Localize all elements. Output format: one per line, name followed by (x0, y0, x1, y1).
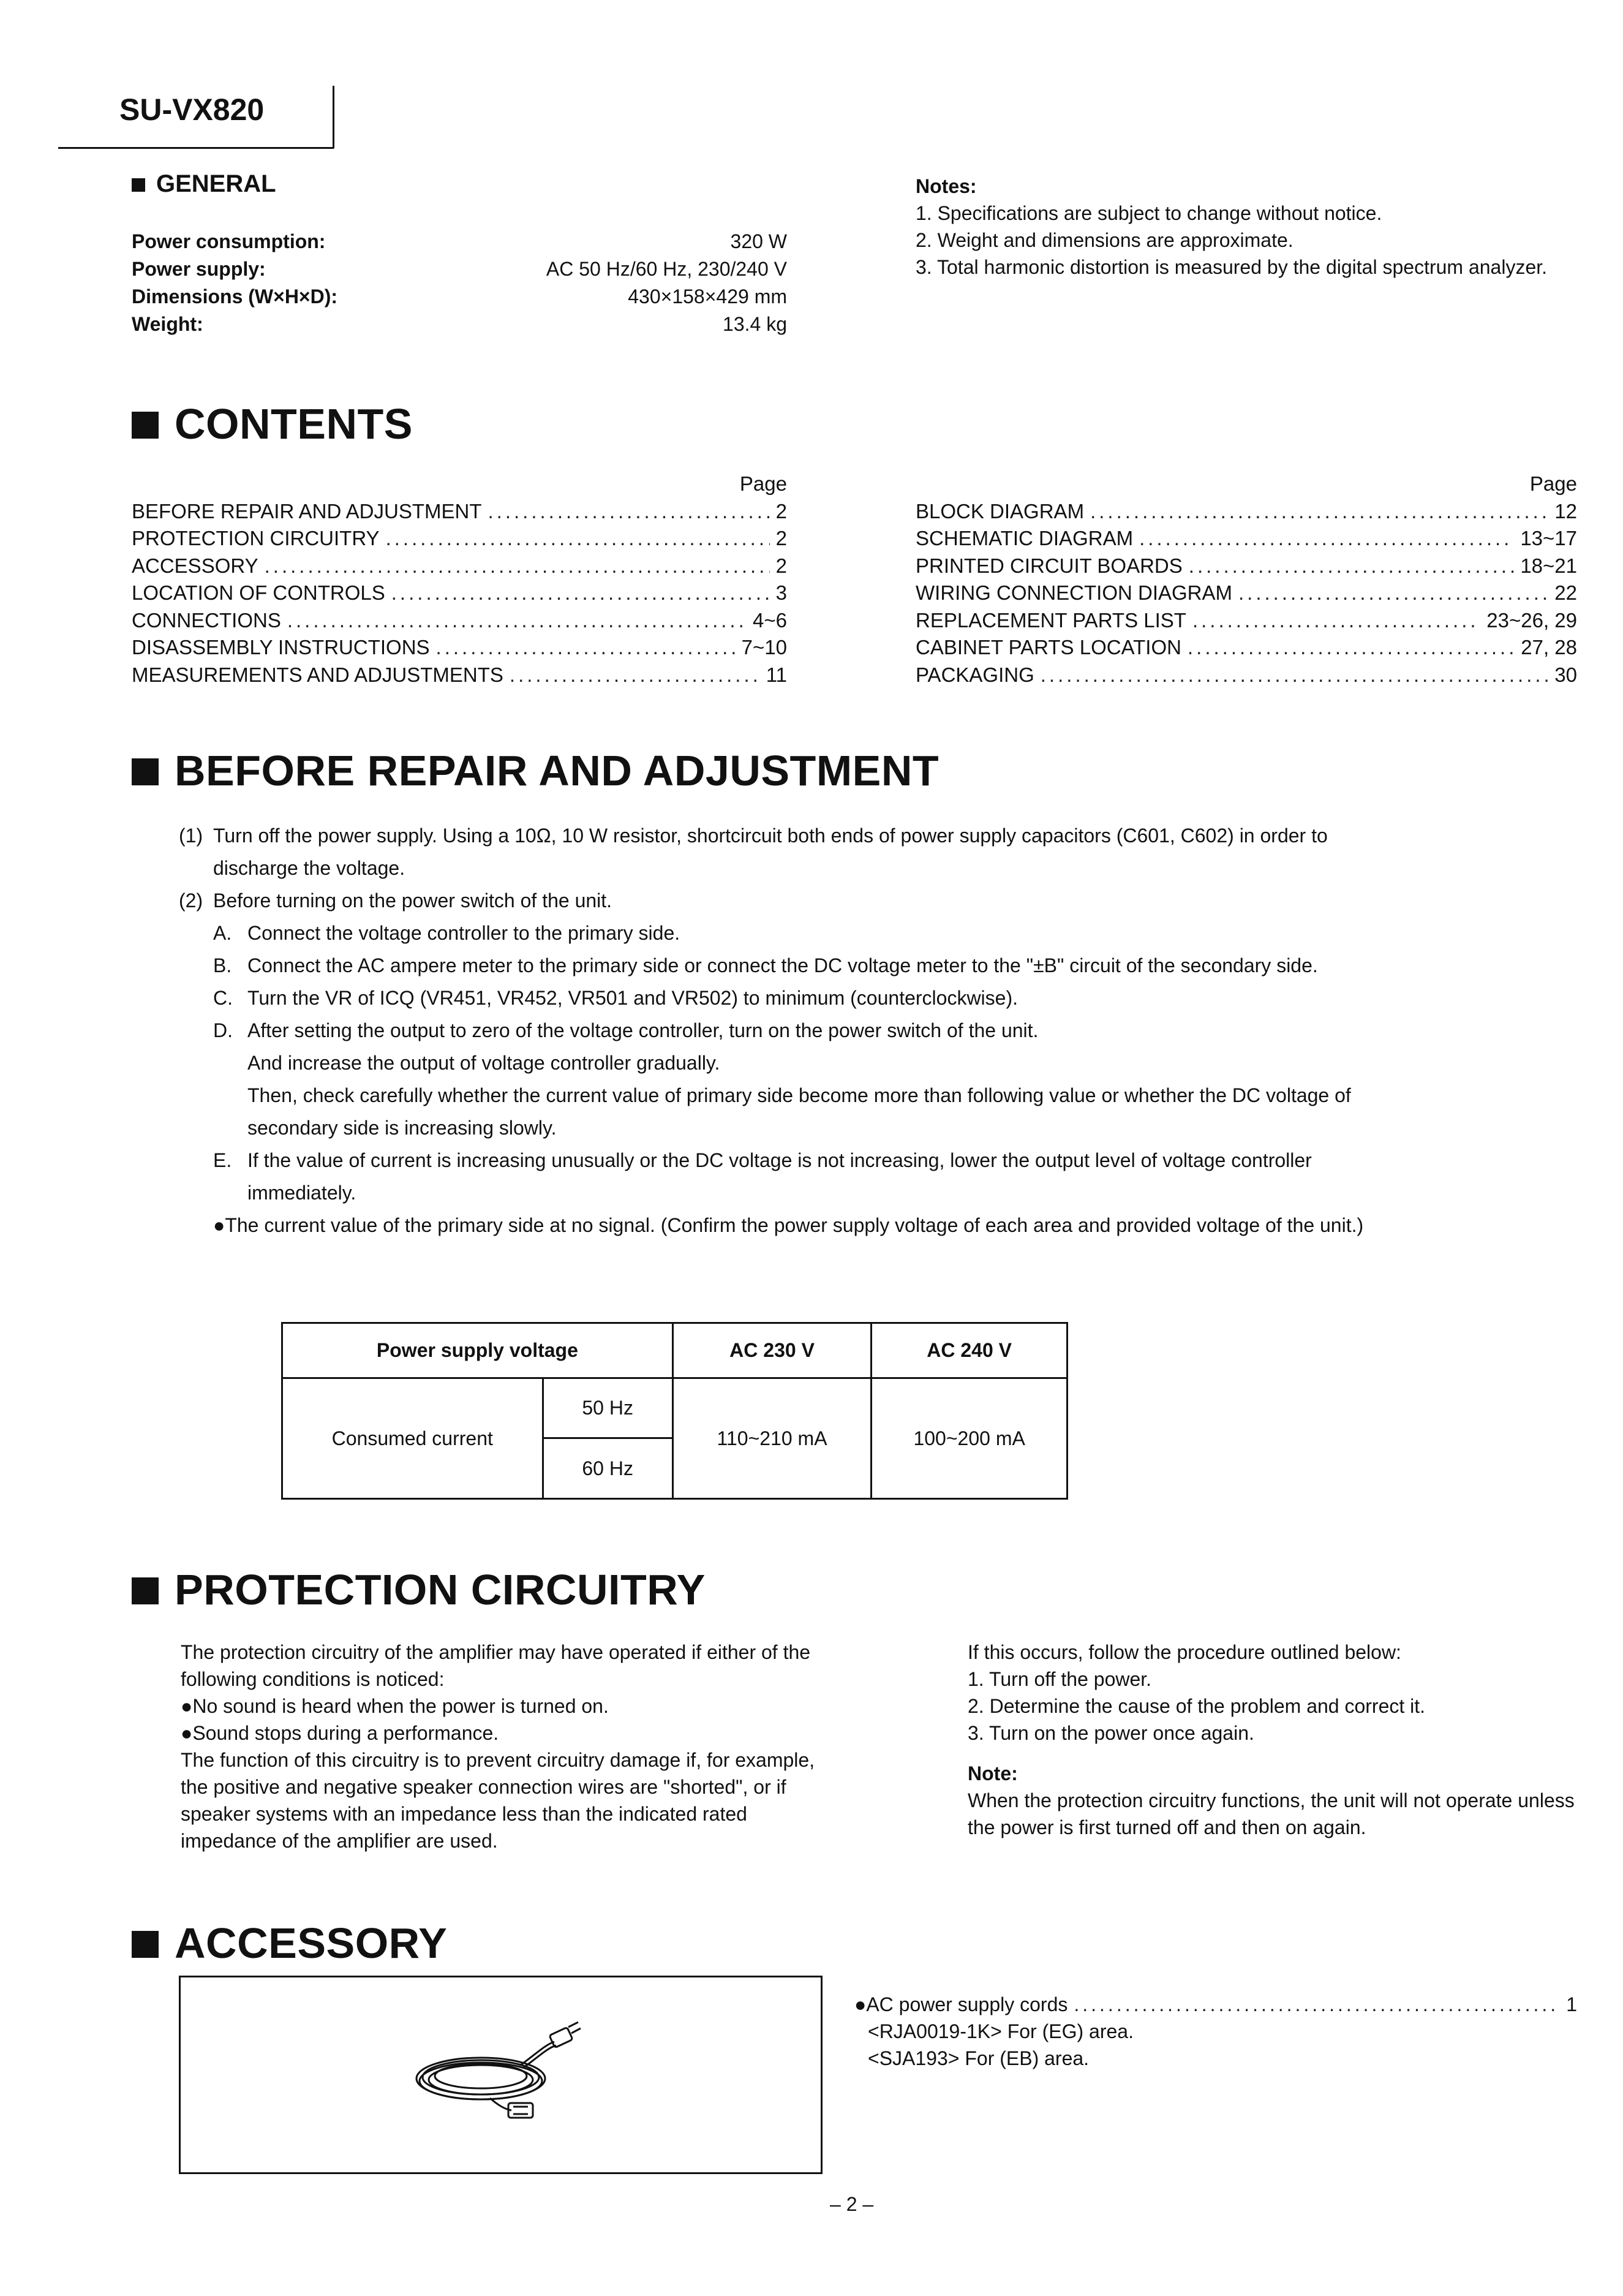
value-ac-230: 110~210 mA (672, 1378, 871, 1499)
contents-left-column (132, 470, 787, 689)
note-item: 3. Total harmonic distortion is measured by the digital spectrum analyzer. (916, 256, 1548, 278)
toc-entry[interactable]: BLOCK DIAGRAM ..... 12 (916, 498, 1577, 526)
square-bullet-icon (132, 412, 159, 439)
toc-entry[interactable]: REPLACEMENT PARTS LIST ..... 23~26, 29 (916, 607, 1577, 635)
toc-entry[interactable]: ACCESSORY ..... 2 (132, 553, 787, 580)
page-number: – 2 – (830, 2193, 874, 2215)
square-bullet-icon (132, 1577, 159, 1604)
page-column-label: Page (739, 472, 787, 495)
header-rule (58, 147, 334, 149)
protection-bullet: ●No sound is heard when the power is turned on. (181, 1695, 609, 1717)
square-bullet-icon (132, 758, 159, 785)
contents-right-column (916, 470, 1577, 689)
general-specs (132, 228, 787, 338)
protection-description (181, 1639, 842, 1854)
frequency-60hz: 60 Hz (543, 1438, 672, 1499)
before-repair-procedure (179, 820, 1391, 1242)
toc-entry[interactable]: MEASUREMENTS AND ADJUSTMENTS ..... 11 (132, 662, 787, 689)
protection-paragraph: The protection circuitry of the amplifier may have operated if either of the following conditions is noticed: (181, 1641, 811, 1690)
square-bullet-icon (132, 1931, 159, 1958)
protection-heading: PROTECTION CIRCUITRY (132, 1565, 706, 1614)
consumed-current-label: Consumed current (282, 1378, 543, 1499)
spec-row: Power consumption: 320 W (132, 230, 787, 252)
header-power-supply-voltage: Power supply voltage (282, 1323, 673, 1378)
spec-row: Weight: 13.4 kg (132, 313, 787, 335)
note-item: 1. Specifications are subject to change without notice. (916, 202, 1382, 224)
protection-procedure (968, 1639, 1580, 1841)
toc-entry[interactable]: CABINET PARTS LOCATION ..... 27, 28 (916, 634, 1577, 662)
toc-entry[interactable]: BEFORE REPAIR AND ADJUSTMENT ..... 2 (132, 498, 787, 526)
substep: E. If the value of current is increasing unusually or the DC voltage is not increasing, lower the output level of voltage controller immediately. (213, 1149, 1312, 1204)
procedure-step: (2) Before turning on the power switch of the unit. (179, 889, 612, 912)
header-ac-230: AC 230 V (672, 1323, 871, 1378)
toc-entry[interactable]: DISASSEMBLY INSTRUCTIONS ..... 7~10 (132, 634, 787, 662)
frequency-50hz: 50 Hz (543, 1378, 672, 1438)
value-ac-240: 100~200 mA (872, 1378, 1068, 1499)
note-title: Note: (968, 1762, 1018, 1784)
spec-notes (916, 173, 1577, 281)
header-ac-240: AC 240 V (872, 1323, 1068, 1378)
substep: D. After setting the output to zero of the voltage controller, turn on the power switch of the unit. And increase the output of voltage controller gradually. Then, check carefully whether the current value of primary side become more than following value or whether the DC voltage of secondary side is increasing slowly. (213, 1019, 1351, 1139)
current-value-note: ●The current value of the primary side at no signal. (Confirm the power supply voltage of each area and provided voltage of the unit.) (213, 1214, 1364, 1236)
accessory-list (854, 1991, 1577, 2072)
substep: B. Connect the AC ampere meter to the primary side or connect the DC voltage meter to the "±B" circuit of the secondary side. (213, 954, 1318, 976)
model-number: SU-VX820 (119, 93, 265, 127)
toc-entry[interactable]: PROTECTION CIRCUITRY ..... 2 (132, 525, 787, 553)
square-bullet-icon (132, 178, 145, 192)
toc-entry[interactable]: PRINTED CIRCUIT BOARDS ..... 18~21 (916, 553, 1577, 580)
spec-row: Power supply: AC 50 Hz/60 Hz, 230/240 V (132, 258, 787, 280)
contents-heading: CONTENTS (132, 399, 413, 448)
note-text: When the protection circuitry functions, the unit will not operate unless the power is first turned off and then on again. (968, 1789, 1575, 1838)
procedure-step: 2. Determine the cause of the problem and correct it. (968, 1695, 1426, 1717)
page-column-label: Page (1529, 472, 1577, 495)
protection-paragraph: The function of this circuitry is to prevent circuitry damage if, for example, the positive and negative speaker connection wires are "shorted", or if speaker systems with an impedance less than the indicated rated impedance of the amplifier are used. (181, 1749, 815, 1852)
accessory-item: ●AC power supply cords ..... 1 (854, 1991, 1577, 2018)
substeps (179, 917, 1391, 1242)
procedure-step: 1. Turn off the power. (968, 1668, 1152, 1690)
procedure-step: (1) Turn off the power supply. Using a 10Ω, 10 W resistor, shortcircuit both ends of power supply capacitors (C601, C602) in order to discharge the voltage. (179, 825, 1328, 879)
substep: A. Connect the voltage controller to the primary side. (213, 922, 680, 944)
spec-row: Dimensions (W×H×D): 430×158×429 mm (132, 285, 787, 308)
procedure-step: 3. Turn on the power once again. (968, 1722, 1254, 1744)
procedure-intro: If this occurs, follow the procedure outlined below: (968, 1641, 1401, 1663)
substep: C. Turn the VR of ICQ (VR451, VR452, VR501 and VR502) to minimum (counterclockwise). (213, 987, 1018, 1009)
toc-entry[interactable]: SCHEMATIC DIAGRAM ..... 13~17 (916, 525, 1577, 553)
part-number-eb: <SJA193> For (EB) area. (868, 2047, 1090, 2069)
header-rule-vertical (333, 86, 334, 148)
toc-entry[interactable]: LOCATION OF CONTROLS ..... 3 (132, 580, 787, 607)
toc-entry[interactable]: WIRING CONNECTION DIAGRAM ..... 22 (916, 580, 1577, 607)
note-item: 2. Weight and dimensions are approximate. (916, 229, 1294, 251)
power-cord-icon (398, 2017, 582, 2121)
general-heading: GENERAL (132, 170, 276, 198)
notes-title: Notes: (916, 175, 977, 197)
accessory-heading: ACCESSORY (132, 1919, 447, 1968)
protection-bullet: ●Sound stops during a performance. (181, 1722, 499, 1744)
consumed-current-table (281, 1322, 1068, 1500)
toc-entry[interactable]: PACKAGING ..... 30 (916, 662, 1577, 689)
before-repair-heading: BEFORE REPAIR AND ADJUSTMENT (132, 746, 939, 795)
toc-entry[interactable]: CONNECTIONS ..... 4~6 (132, 607, 787, 635)
part-number-eg: <RJA0019-1K> For (EG) area. (868, 2020, 1134, 2042)
accessory-illustration-frame (179, 1976, 823, 2174)
